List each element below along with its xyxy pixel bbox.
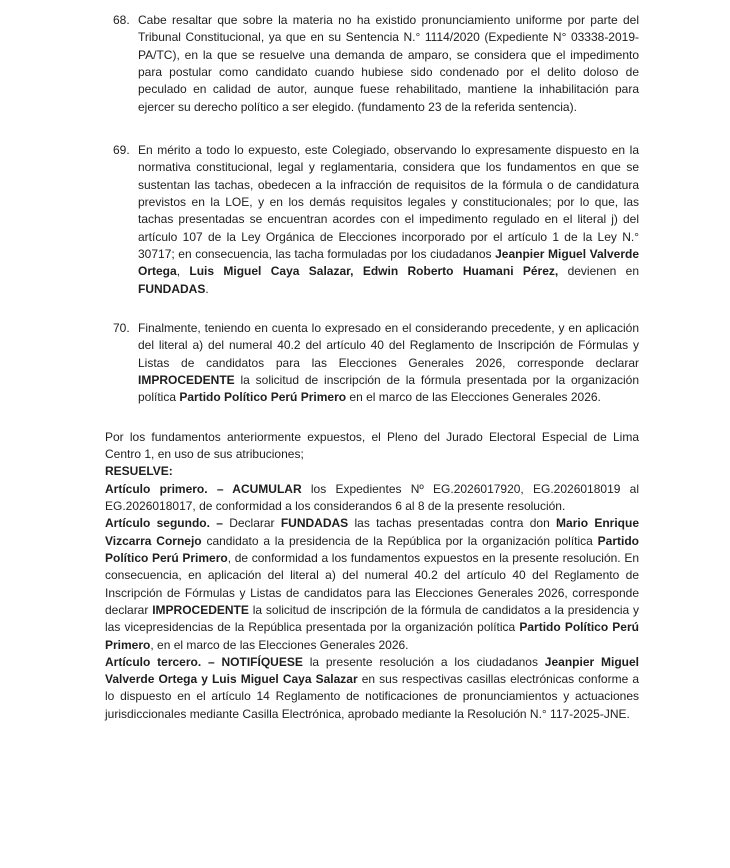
bold-text-run: Partido Político Perú Primero: [179, 390, 347, 405]
bold-text-run: Jeanpier Miguel Valverde Ortega: [138, 246, 639, 279]
consideration-paragraph-68: [105, 12, 639, 116]
text-run: , de conformidad a los fundamentos expuestos en la presente resolución. En consecuencia, en aplicación del literal a) del numeral 40.2 del artículo 40 del Reglamento de Inscripción de Fórmulas y Listas de candidatos para las Elecciones Generales 2026, corresponde declarar: [105, 550, 639, 617]
text-run: .: [205, 281, 209, 296]
text-run: los Expedientes Nº EG.2026017920, EG.2026018019 al EG.2026018017, de conformidad a los considerandos 6 al 8 de la presente resolución.: [105, 481, 639, 513]
bold-text-run: Artículo primero. – ACUMULAR: [105, 481, 302, 496]
paragraph-text: [138, 12, 639, 116]
bold-text-run: FUNDADAS: [280, 516, 349, 531]
paragraph-number: 70.: [113, 320, 130, 335]
article-primero-paragraph: [105, 481, 639, 516]
text-run: , en el marco de las Elecciones Generales 2026.: [150, 637, 409, 652]
consideration-paragraph-69: [105, 142, 639, 298]
text-run: en sus respectivas casillas electrónicas conforme a lo dispuesto en el artículo 14 Reglamento de notificaciones de pronunciamientos y actuaciones jurisdiccionales mediante Casilla Electrónica, aprobado mediante la Resolución N.° 117-2025-JNE.: [105, 672, 640, 721]
text-run: Finalmente, teniendo en cuenta lo expresado en el considerando precedente, y en aplicación del literal a) del numeral 40.2 del artículo 40 del Reglamento de Inscripción de Fórmulas y Listas de candidatos para las Elecciones Generales 2026, corresponde declarar: [138, 320, 639, 370]
bold-text-run: IMPROCEDENTE: [138, 372, 235, 387]
text-run: las tachas presentadas contra don: [348, 516, 557, 531]
text-run: la solicitud de inscripción de la fórmula de candidatos a la presidencia y las vicepresidencias de la República presentada por la organización política: [105, 602, 639, 635]
bold-text-run: IMPROCEDENTE: [152, 602, 249, 617]
paragraph-number: 69.: [113, 142, 130, 157]
paragraph-number: 68.: [113, 13, 130, 27]
bold-text-run: Artículo segundo. –: [105, 516, 223, 531]
article-segundo-paragraph: [105, 515, 639, 654]
bold-text-run: Mario Enrique Vizcarra Cornejo: [105, 516, 639, 548]
bold-text-run: Jeanpier Miguel Valverde Ortega y Luis Miguel Caya Salazar: [105, 654, 639, 687]
text-run: en el marco de las Elecciones Generales 2026.: [346, 390, 601, 405]
resolve-heading: RESUELVE:: [105, 464, 173, 479]
bold-text-run: Luis Miguel Caya Salazar, Edwin Roberto Huamani Pérez,: [189, 264, 559, 279]
text-run: la presente resolución a los ciudadanos: [302, 654, 545, 669]
closing-formula-paragraph: [105, 429, 639, 464]
bold-text-run: FUNDADAS: [138, 281, 206, 296]
bold-text-run: Partido Político Perú Primero: [105, 620, 639, 652]
text-run: En mérito a todo lo expuesto, este Colegiado, observando lo expresamente dispuesto en la normativa constitucional, legal y reglamentaria, considera que los fundamentos en que se sustentan las tachas, obedecen a la infracción de requisitos de la fórmula o de candidatura previstos en la LOE, y en los demás requisitos legales y constitucionales; por lo que, las tachas presentadas se encuentran acordes con el impedimento regulado en el literal j) del artículo 107 de la Ley Orgánica de Elecciones incorporado por el artículo 1 de la Ley N.° 30717; en consecuencia, las tacha formuladas por los ciudadanos: [138, 142, 639, 261]
bold-text-run: Artículo tercero. – NOTIFÍQUESE: [105, 654, 303, 669]
paragraph-text: [138, 320, 639, 407]
text-run: candidato a la presidencia de la República por la organización política: [201, 533, 598, 548]
text-run: Declarar: [222, 516, 281, 531]
text-run: Por los fundamentos anteriormente expuestos, el Pleno del Jurado Electoral Especial de Lima Centro 1, en uso de sus atribuciones;: [105, 429, 639, 461]
article-tercero-paragraph: [105, 654, 639, 723]
resolution-articles-section: [105, 481, 639, 724]
paragraph-text: [138, 142, 639, 298]
text-run: Cabe resaltar que sobre la materia no ha existido pronunciamiento uniforme por parte del Tribunal Constitucional, ya que en su Sentencia N.° 1114/2020 (Expediente N° 03338-2019-PA/TC), en la que se resuelve una demanda de amparo, se considera que el impedimento para postular como candidato cuando hubiese sido condenado por el delito doloso de peculado en calidad de autor, aunque fuese rehabilitado, mantiene la inhabilitación para ejercer su derecho político a ser elegido. (fundamento 23 de la referida sentencia).: [138, 13, 639, 114]
consideration-paragraph-70: [105, 320, 639, 407]
bold-text-run: Partido Político Perú Primero: [105, 533, 639, 565]
considerations-section: [105, 12, 639, 407]
text-run: ,: [176, 264, 190, 279]
text-run: devienen en: [558, 264, 639, 279]
text-run: la solicitud de inscripción de la fórmula presentada por la organización política: [138, 372, 639, 405]
